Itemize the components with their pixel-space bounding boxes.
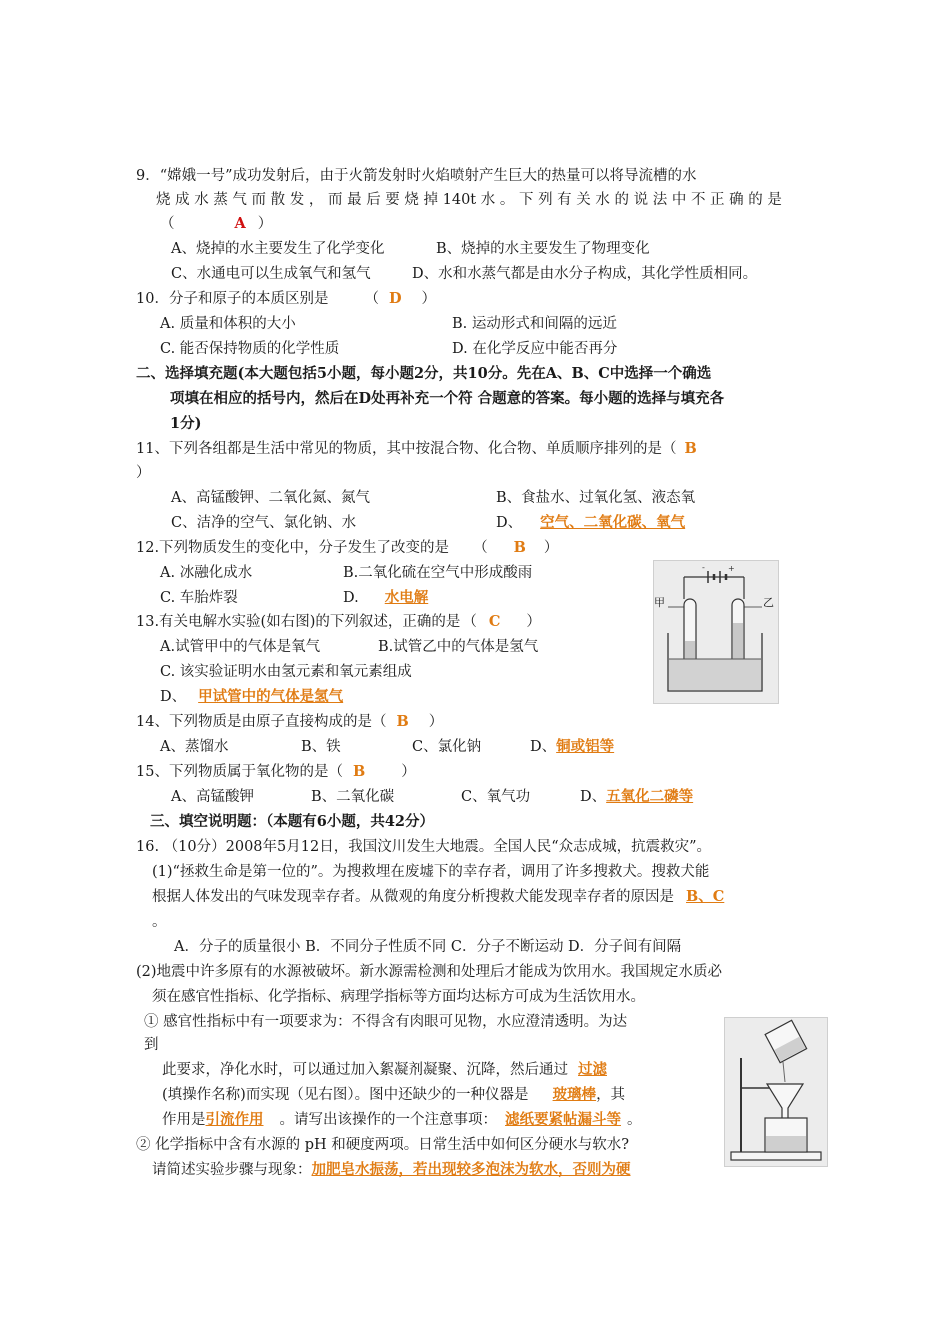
q15-option-a: A、高锰酸钾 (171, 789, 254, 805)
section2-heading-line2: 项填在相应的括号内，然后在D处再补充一个符 合题意的答案。每小题的选择与填充各 (170, 390, 725, 407)
q16-sub2-line2-text: 请简述实验步骤与现象： (152, 1162, 312, 1178)
q11-option-d (496, 513, 711, 533)
q10-stem-text: 10．分子和原子的本质区别是 (136, 291, 329, 307)
q14-option-d-answer (556, 738, 652, 755)
q16-sub2-line1: ② 化学指标中含有水源的 pH 和硬度两项。日常生活中如何区分硬水与软水? (136, 1137, 630, 1153)
q10-option-b: B. 运动形式和间隔的远近 (452, 316, 617, 332)
paren-close: ） (257, 216, 273, 232)
tube-label-right: 乙 (763, 596, 774, 609)
q15-option-d (580, 787, 751, 807)
q14-option-d-label: D、 (530, 739, 557, 755)
q16-sub1-line4-text: 作用是 (162, 1112, 206, 1128)
q15-option-d-answer-text: 五氧化二磷等 (606, 788, 694, 805)
q15-option-b: B、二氧化碳 (311, 789, 395, 805)
q12-stem (136, 538, 558, 558)
q11-stem (136, 439, 697, 459)
q16-sub1-answer-glassrod-text: 玻璃棒 (552, 1086, 597, 1103)
paren-open: （ (328, 764, 343, 780)
q16-sub1-answer-glassrod (529, 1086, 597, 1103)
q14-stem-text: 14、下列物质是由原子直接构成的是 (136, 714, 372, 730)
q14-answer: B (396, 713, 409, 730)
q10-option-d: D. 在化学反应中能否再分 (452, 341, 618, 357)
q9-answer-paren (160, 214, 272, 234)
q13-stem (136, 612, 541, 632)
q16-sub2-answer: 加肥皂水振荡，若出现较多泡沫为软水，否则为硬 (311, 1161, 631, 1178)
q14-option-c: C、氯化钠 (412, 739, 482, 755)
q12-option-b: B.二氧化硫在空气中形成酸雨 (343, 565, 533, 581)
q15-answer: B (352, 763, 366, 780)
q15-option-d-answer (606, 788, 751, 805)
q14-option-d (530, 737, 652, 757)
electrolysis-apparatus-figure (653, 560, 779, 704)
paren-close: ） (526, 614, 541, 630)
q12-option-d-answer-text: 水电解 (384, 589, 429, 606)
q10-option-a: A. 质量和体积的大小 (160, 316, 296, 332)
q16-part1-answer-text: B、C (686, 888, 725, 905)
q10-answer: D (388, 290, 402, 307)
q13-option-b: B.试管乙中的气体是氢气 (378, 639, 539, 655)
q10-option-c: C. 能否保持物质的化学性质 (160, 341, 340, 357)
q16-part1-answer (674, 888, 724, 905)
q16-sub1-line3-end: ，其 (596, 1087, 626, 1103)
q16-sub1-line3 (162, 1085, 625, 1105)
q9-option-d: D、水和水蒸气都是由水分子构成，其化学性质相同。 (412, 266, 758, 282)
section2-heading-line3: 1分) (170, 415, 202, 432)
q12-option-a: A. 冰融化成水 (160, 565, 253, 581)
svg-text:+: + (728, 564, 735, 573)
q12-answer: B (513, 539, 526, 556)
q16-part1-options: A．分子的质量很小 B．不同分子性质不同 C．分子不断运动 D．分子间有间隔 (174, 939, 682, 955)
q16-sub1-line4-mid: 。请写出该操作的一个注意事项： (279, 1112, 497, 1128)
q11-answer: B (684, 440, 697, 457)
q16-part1-line2-text: 根据人体发出的气味发现幸存者。从微观的角度分析搜救犬能发现幸存者的原因是 (152, 889, 674, 905)
q16-sub1-answer-filter-text: 过滤 (578, 1061, 607, 1078)
q9-stem-line2: 烧 成 水 蒸 气 而 散 发 ， 而 最 后 要 烧 掉 140t 水 。 下 列 有 关 水 的 说 法 中 不 正 确 的 是 (156, 192, 782, 208)
q16-sub2-line2 (152, 1160, 631, 1180)
q16-sub1-line2-text: 此要求，净化水时，可以通过加入絮凝剂凝聚、沉降，然后通过 (162, 1062, 568, 1078)
q15-stem (136, 762, 416, 782)
electrolysis-apparatus-drawing (654, 561, 778, 703)
q11-option-c: C、洁净的空气、氯化钠、水 (171, 515, 357, 531)
q11-option-d-answer-text: 空气、二氧化碳、氧气 (540, 514, 686, 531)
q11-paren-close: ） (136, 465, 151, 481)
paren-open: （ (462, 614, 477, 630)
q16-sub1-answer-filter (568, 1061, 623, 1078)
q16-part1-line1: (1)“拯救生命是第一位的”。为搜救埋在废墟下的幸存者，调用了许多搜救犬。搜救犬能 (152, 864, 710, 880)
paren-open: （ (364, 291, 379, 307)
filtration-apparatus-drawing (725, 1018, 827, 1166)
q12-option-c: C. 车胎炸裂 (160, 590, 238, 606)
q9-option-a: A、烧掉的水主要发生了化学变化 (171, 241, 385, 257)
q14-stem (136, 712, 443, 732)
tube-label-left: 甲 (654, 596, 665, 609)
q15-option-d-label: D、 (580, 789, 607, 805)
q15-option-c: C、氧气功 (461, 789, 531, 805)
q16-part2-line1: (2)地震中许多原有的水源被破坏。新水源需检测和处理后才能成为饮用水。我国规定水质必 (136, 964, 723, 980)
q13-option-a: A.试管甲中的气体是氧气 (160, 639, 321, 655)
q16-sub1-line1: ① 感官性指标中有一项要求为：不得含有肉眼可见物，水应澄清透明。为达 (144, 1014, 628, 1030)
q12-stem-text: 12.下列物质发生的变化中，分子发生了改变的是 (136, 540, 450, 556)
q11-option-b: B、食盐水、过氧化氢、液态氧 (496, 490, 696, 506)
q12-option-d (343, 588, 454, 608)
q13-option-c: C. 该实验证明水由氢元素和氧元素组成 (160, 664, 412, 680)
q15-stem-text: 15、下列物质属于氧化物的是 (136, 764, 329, 780)
paren-close: ） (401, 764, 416, 780)
q16-sub1-line4-end: 。 (627, 1112, 642, 1128)
paren-close: ） (543, 540, 559, 556)
q14-option-b: B、铁 (301, 739, 341, 755)
q16-part2-line2: 须在感官性指标、化学指标、病理学指标等方面均达标方可成为生活饮用水。 (152, 989, 645, 1005)
q16-sub1-line4 (162, 1110, 642, 1130)
q13-answer: C (488, 613, 501, 630)
q9-option-b: B、烧掉的水主要发生了物理变化 (436, 241, 650, 257)
q13-option-d-answer-text: 甲试管中的气体是氢气 (198, 688, 344, 705)
q11-option-d-label: D、 (496, 515, 523, 531)
q9-answer: A (234, 215, 246, 232)
q9-option-c: C、水通电可以生成氧气和氢气 (171, 266, 371, 282)
q11-option-a: A、高锰酸钾、二氧化氮、氮气 (171, 490, 370, 506)
q14-option-a: A、蒸馏水 (160, 739, 229, 755)
q16-sub1-answer-note (497, 1111, 627, 1128)
q16-sub1-answer-drain-text: 引流作用 (205, 1111, 264, 1128)
q16-stem: 16. （10分）2008年5月12日，我国汶川发生大地震。全国人民“众志成城，抗震救灾”。 (136, 839, 712, 855)
q12-option-d-label: D. (343, 590, 359, 606)
paren-open: （ (371, 714, 387, 730)
q16-part1-end: 。 (152, 914, 167, 930)
q13-option-d (160, 687, 361, 707)
svg-text:-: - (702, 563, 705, 572)
q10-stem (136, 289, 436, 309)
q16-sub1-answer-note-text: 滤纸要紧帖漏斗等 (505, 1111, 621, 1128)
q12-option-d-answer (359, 589, 455, 606)
paren-open: （ (160, 216, 175, 232)
q13-option-d-answer (186, 688, 361, 705)
q14-option-d-answer-text: 铜或铝等 (556, 738, 615, 755)
section2-heading-line1: 二、选择填充题(本大题包括5小题，每小题2分，共10分。先在A、B、C中选择一个确选 (136, 365, 712, 382)
q11-stem-text: 11、下列各组都是生活中常见的物质，其中按混合物、化合物、单质顺序排列的是（ (136, 441, 677, 457)
paren-open: （ (473, 540, 488, 556)
section3-heading: 三、填空说明题：（本题有6小题，共42分） (150, 813, 435, 830)
paren-close: ） (421, 291, 437, 307)
q11-option-d-answer (522, 514, 711, 531)
q16-sub1-line2 (162, 1060, 623, 1080)
q9-stem-line1: 9．“嫦娥一号”成功发射后，由于火箭发射时火焰喷射产生巨大的热量可以将导流槽的水 (136, 168, 697, 184)
paren-close: ） (428, 714, 444, 730)
q16-sub1-line3-text: (填操作名称)而实现（见右图）。图中还缺少的一种仪器是 (162, 1087, 529, 1103)
filtration-apparatus-figure (724, 1017, 828, 1167)
q16-sub1-line1b: 到 (144, 1037, 159, 1053)
q13-stem-text: 13.有关电解水实验(如右图)的下列叙述，正确的是 (136, 614, 461, 630)
q16-part1-line2 (152, 887, 724, 907)
q13-option-d-label: D、 (160, 689, 187, 705)
q16-sub1-answer-drain (206, 1111, 280, 1128)
